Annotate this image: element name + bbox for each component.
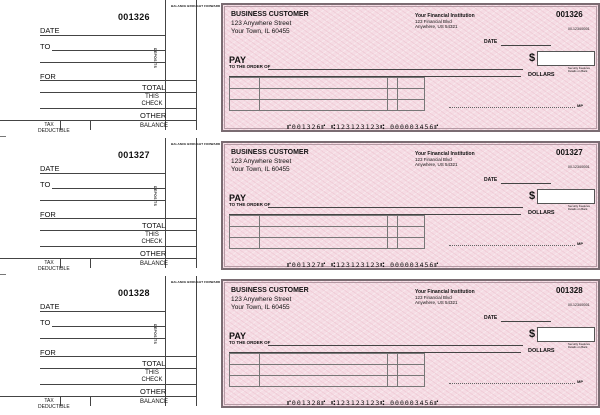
check-stub bbox=[0, 276, 221, 414]
stub-for-label: FOR bbox=[40, 210, 56, 219]
mp-security-label: MP bbox=[577, 379, 583, 384]
bank-address-line2: Anywhere, US 54321 bbox=[415, 24, 458, 29]
dollar-sign: $ bbox=[529, 52, 536, 64]
dollar-sign: $ bbox=[529, 190, 536, 202]
check-date-label: DATE bbox=[484, 39, 498, 45]
stub-other-label: OTHER bbox=[140, 111, 167, 120]
stub-check-number: 001326 bbox=[118, 12, 150, 22]
stub-other-label: OTHER bbox=[140, 249, 167, 258]
stub-total-label: TOTAL bbox=[142, 83, 166, 92]
memo-grid[interactable] bbox=[229, 77, 425, 111]
bank-name: Your Financial Institution bbox=[415, 289, 475, 295]
mp-security-label: MP bbox=[577, 241, 583, 246]
stub-this-check-label: THIS CHECK bbox=[141, 370, 163, 383]
amount-box[interactable] bbox=[537, 327, 595, 342]
business-name: BUSINESS CUSTOMER bbox=[231, 287, 309, 294]
stub-to-line[interactable] bbox=[52, 188, 165, 189]
stub-check-number: 001327 bbox=[118, 150, 150, 160]
pay-label: PAY bbox=[229, 55, 247, 65]
stub-date-line[interactable] bbox=[40, 311, 165, 312]
payee-line[interactable] bbox=[268, 345, 523, 346]
deposits-label: DEPOSITS bbox=[153, 48, 157, 69]
business-address-line1: 123 Anywhere Street bbox=[231, 296, 292, 303]
payee-line[interactable] bbox=[268, 207, 523, 208]
stub-for-label: FOR bbox=[40, 72, 56, 81]
bank-address-line2: Anywhere, US 54321 bbox=[415, 162, 458, 167]
stub-tax-deductible-label: TAX DEDUCTIBLE bbox=[38, 398, 70, 410]
stub-date-label: DATE bbox=[40, 302, 60, 311]
stub-this-check-label: THIS CHECK bbox=[141, 232, 163, 245]
micr-line: ⑈001327⑈ ⑆123123123⑆ 000003456⑈ bbox=[287, 261, 440, 269]
check-date-label: DATE bbox=[484, 177, 498, 183]
business-address-line2: Your Town, IL 60455 bbox=[231, 166, 290, 173]
signature-line[interactable] bbox=[449, 245, 575, 246]
payee-line[interactable] bbox=[268, 69, 523, 70]
stub-other-label: OTHER bbox=[140, 387, 167, 396]
stub-date-line[interactable] bbox=[40, 173, 165, 174]
balance-brought-forward-label: BALANCE BROUGHT FORWARD bbox=[171, 280, 221, 284]
stub-tax-deductible-label: TAX DEDUCTIBLE bbox=[38, 122, 70, 134]
stub-blank-line[interactable] bbox=[40, 62, 165, 63]
check-stub bbox=[0, 138, 221, 276]
mp-security-label: MP bbox=[577, 103, 583, 108]
perforation-mark bbox=[0, 136, 6, 137]
check bbox=[221, 3, 600, 132]
check-row bbox=[0, 0, 600, 138]
stub-to-label: TO bbox=[40, 318, 51, 327]
routing-fraction: 00-1234/0001 bbox=[568, 303, 590, 307]
bank-address-line1: 123 Financial Blvd bbox=[415, 19, 452, 24]
signature-line[interactable] bbox=[449, 107, 575, 108]
memo-grid[interactable] bbox=[229, 353, 425, 387]
stub-for-label: FOR bbox=[40, 348, 56, 357]
business-address-line1: 123 Anywhere Street bbox=[231, 158, 292, 165]
stub-balance-label: BALANCE bbox=[140, 123, 169, 129]
stub-date-label: DATE bbox=[40, 164, 60, 173]
stub-total-label: TOTAL bbox=[142, 221, 166, 230]
stub-total-label: TOTAL bbox=[142, 359, 166, 368]
routing-fraction: 00-1234/0001 bbox=[568, 165, 590, 169]
memo-grid[interactable] bbox=[229, 215, 425, 249]
amount-box[interactable] bbox=[537, 189, 595, 204]
order-of-label: TO THE ORDER OF bbox=[229, 64, 271, 69]
deposits-label: DEPOSITS bbox=[153, 324, 157, 345]
amount-box[interactable] bbox=[537, 51, 595, 66]
stub-blank-line[interactable] bbox=[40, 338, 165, 339]
check-row bbox=[0, 138, 600, 276]
bank-name: Your Financial Institution bbox=[415, 13, 475, 19]
stub-balance-label: BALANCE bbox=[140, 261, 169, 267]
pay-label: PAY bbox=[229, 193, 247, 203]
stub-balance-label: BALANCE bbox=[140, 399, 169, 405]
check bbox=[221, 279, 600, 408]
dollars-label: DOLLARS bbox=[528, 348, 555, 354]
stub-check-number: 001328 bbox=[118, 288, 150, 298]
security-features-note: Security Features Details on Back bbox=[568, 342, 590, 350]
business-name: BUSINESS CUSTOMER bbox=[231, 149, 309, 156]
stub-to-line[interactable] bbox=[52, 326, 165, 327]
micr-line: ⑈001326⑈ ⑆123123123⑆ 000003456⑈ bbox=[287, 123, 440, 131]
check-number: 001326 bbox=[556, 10, 583, 19]
check-number: 001327 bbox=[556, 148, 583, 157]
stub-to-line[interactable] bbox=[52, 50, 165, 51]
business-name: BUSINESS CUSTOMER bbox=[231, 11, 309, 18]
bank-address-line2: Anywhere, US 54321 bbox=[415, 300, 458, 305]
balance-brought-forward-label: BALANCE BROUGHT FORWARD bbox=[171, 142, 221, 146]
bank-name: Your Financial Institution bbox=[415, 151, 475, 157]
dollars-label: DOLLARS bbox=[528, 210, 555, 216]
stub-tax-deductible-label: TAX DEDUCTIBLE bbox=[38, 260, 70, 272]
stub-to-label: TO bbox=[40, 42, 51, 51]
order-of-label: TO THE ORDER OF bbox=[229, 340, 271, 345]
deposits-label: DEPOSITS bbox=[153, 186, 157, 207]
check-stub bbox=[0, 0, 221, 138]
bank-address-line1: 123 Financial Blvd bbox=[415, 157, 452, 162]
routing-fraction: 00-1234/0001 bbox=[568, 27, 590, 31]
signature-line[interactable] bbox=[449, 383, 575, 384]
check bbox=[221, 141, 600, 270]
dollars-label: DOLLARS bbox=[528, 72, 555, 78]
check-date-line[interactable] bbox=[501, 45, 551, 46]
business-address-line2: Your Town, IL 60455 bbox=[231, 28, 290, 35]
stub-to-label: TO bbox=[40, 180, 51, 189]
dollar-sign: $ bbox=[529, 328, 536, 340]
pay-label: PAY bbox=[229, 331, 247, 341]
order-of-label: TO THE ORDER OF bbox=[229, 202, 271, 207]
check-number: 001328 bbox=[556, 286, 583, 295]
business-address-line1: 123 Anywhere Street bbox=[231, 20, 292, 27]
security-features-note: Security Features Details on Back bbox=[568, 204, 590, 212]
stub-blank-line[interactable] bbox=[40, 200, 165, 201]
bank-address-line1: 123 Financial Blvd bbox=[415, 295, 452, 300]
check-date-line[interactable] bbox=[501, 183, 551, 184]
check-date-line[interactable] bbox=[501, 321, 551, 322]
balance-brought-forward-label: BALANCE BROUGHT FORWARD bbox=[171, 4, 221, 8]
stub-date-line[interactable] bbox=[40, 35, 165, 36]
check-date-label: DATE bbox=[484, 315, 498, 321]
check-row bbox=[0, 276, 600, 414]
stub-date-label: DATE bbox=[40, 26, 60, 35]
stub-this-check-label: THIS CHECK bbox=[141, 94, 163, 107]
micr-line: ⑈001328⑈ ⑆123123123⑆ 000003456⑈ bbox=[287, 399, 440, 407]
perforation-mark bbox=[0, 274, 6, 275]
business-address-line2: Your Town, IL 60455 bbox=[231, 304, 290, 311]
security-features-note: Security Features Details on Back bbox=[568, 66, 590, 74]
